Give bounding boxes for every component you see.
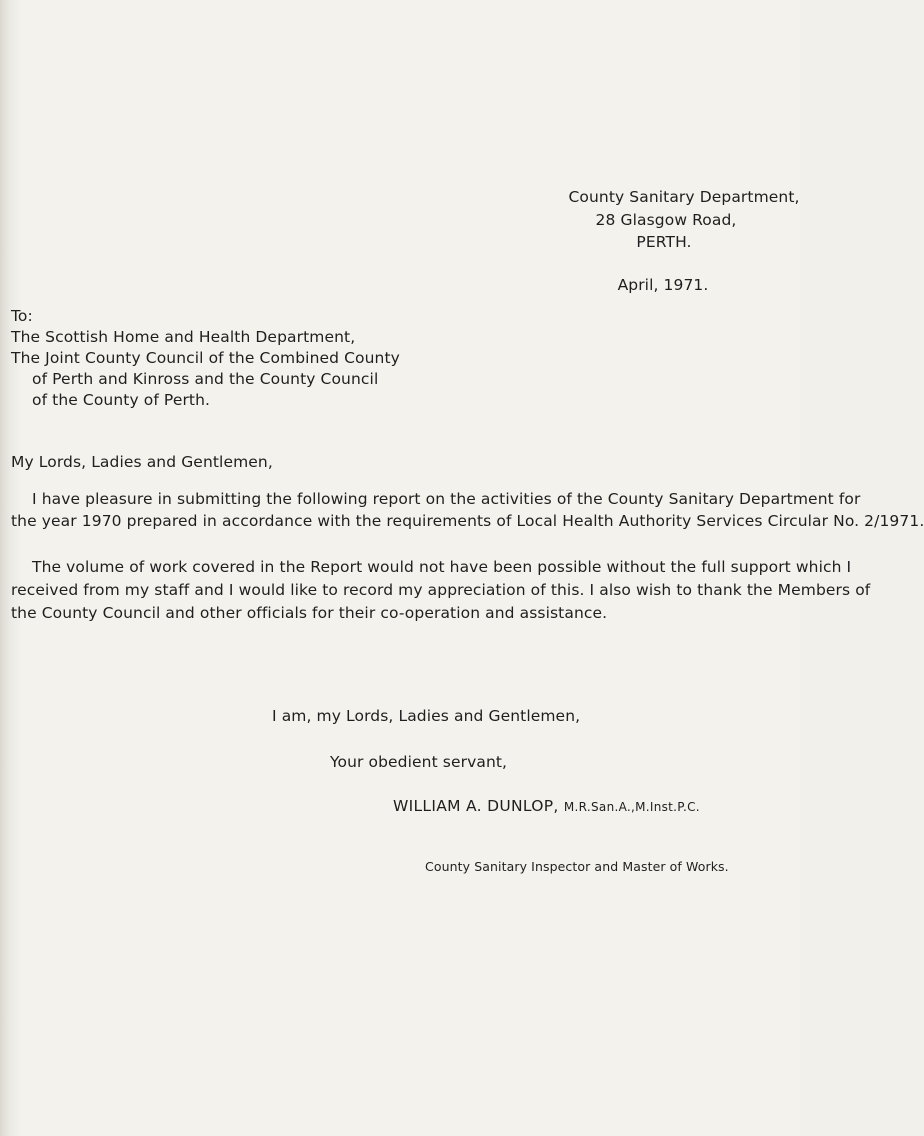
salutation: My Lords, Ladies and Gentlemen, — [11, 453, 273, 471]
sender-street: 28 Glasgow Road, — [595, 211, 737, 229]
recipient-to-label: To: — [11, 307, 33, 325]
paragraph-line: received from my staff and I would like to record my appreciation of this. I also wish to thank the Members of — [11, 581, 871, 599]
paragraph-line: I have pleasure in submitting the following report on the activities of the County Sanitary Department for — [32, 490, 861, 508]
recipient-line: The Joint County Council of the Combined County — [11, 349, 400, 367]
letter-date: April, 1971. — [617, 276, 709, 294]
signatory-name — [393, 796, 700, 817]
sender-department: County Sanitary Department, — [568, 188, 800, 206]
signatory-name-text: WILLIAM A. DUNLOP, — [393, 797, 559, 815]
closing-line: I am, my Lords, Ladies and Gentlemen, — [272, 707, 581, 725]
recipient-line: The Scottish Home and Health Department, — [11, 328, 356, 346]
signatory-title: County Sanitary Inspector and Master of Works. — [425, 859, 729, 874]
paragraph-line: The volume of work covered in the Report would not have been possible without the full support which I — [32, 558, 852, 576]
paragraph-line: the year 1970 prepared in accordance with the requirements of Local Health Authority Services Circular No. 2/1971. — [11, 512, 924, 530]
recipient-line: of the County of Perth. — [32, 391, 211, 409]
sender-city: PERTH. — [636, 233, 692, 251]
closing-line: Your obedient servant, — [330, 753, 508, 771]
recipient-line: of Perth and Kinross and the County Council — [32, 370, 379, 388]
signatory-qualifications: M.R.San.A.,M.Inst.P.C. — [563, 800, 700, 814]
paragraph-line: the County Council and other officials for their co-operation and assistance. — [11, 604, 608, 622]
